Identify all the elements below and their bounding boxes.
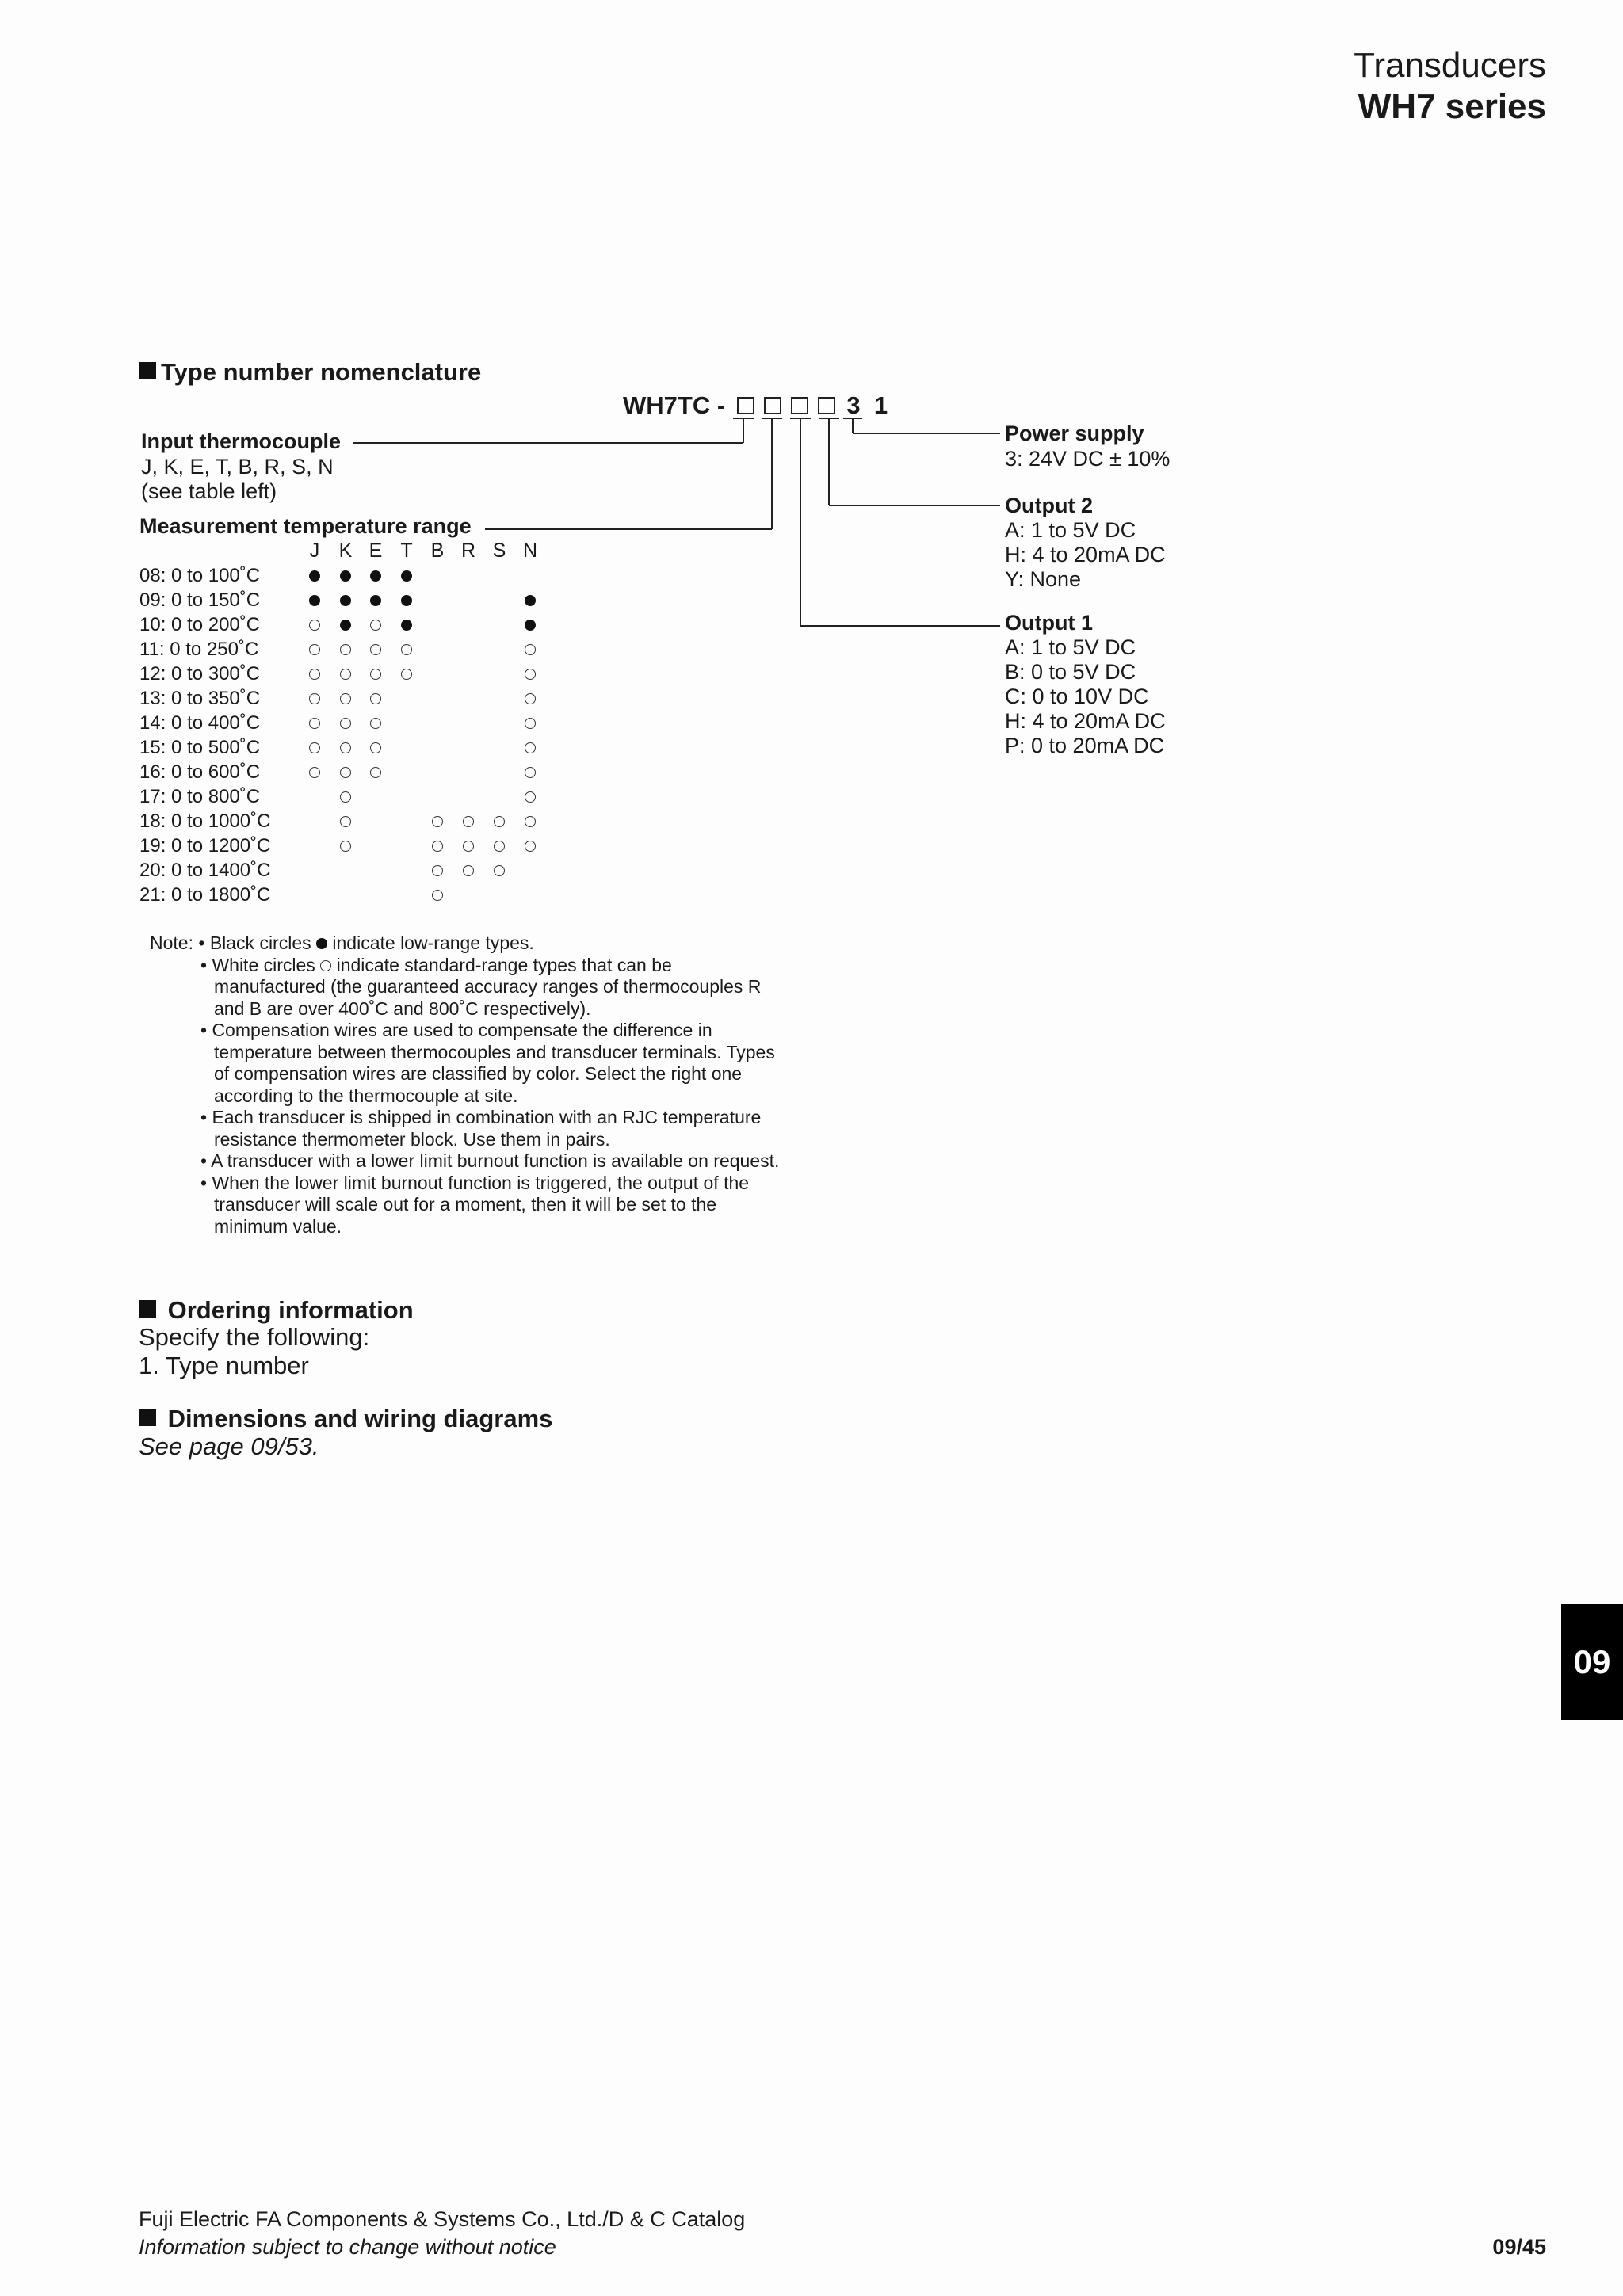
footer-page-number: 09/45 bbox=[1492, 2235, 1546, 2259]
white-circle-icon bbox=[525, 693, 536, 704]
ordering-line: 1. Type number bbox=[139, 1352, 309, 1379]
white-circle-icon bbox=[463, 816, 474, 827]
dimensions-title: Dimensions and wiring diagrams bbox=[167, 1405, 553, 1432]
white-circle-icon bbox=[370, 767, 381, 778]
black-circle-icon bbox=[370, 570, 381, 582]
range-column-header: E bbox=[369, 540, 383, 562]
range-cell bbox=[364, 563, 388, 588]
range-code: 21: 0 to 1800˚C bbox=[139, 884, 271, 906]
range-column-header: K bbox=[338, 540, 353, 562]
range-code: 12: 0 to 300˚C bbox=[139, 663, 261, 685]
black-circle-icon bbox=[401, 595, 412, 606]
white-circle-icon bbox=[309, 620, 320, 631]
range-cell bbox=[426, 858, 449, 883]
range-code: 20: 0 to 1400˚C bbox=[139, 860, 271, 881]
range-cell bbox=[426, 833, 449, 858]
range-cell bbox=[303, 662, 327, 686]
note-text: indicate low-range types. bbox=[332, 933, 534, 953]
output1-label: Output 1 bbox=[1005, 611, 1093, 635]
note-line: • A transducer with a lower limit burnout function is available on request. bbox=[200, 1150, 780, 1171]
range-row bbox=[0, 883, 634, 907]
type-code-prefix: WH7TC - bbox=[623, 391, 726, 419]
output1-option: P: 0 to 20mA DC bbox=[1005, 734, 1165, 757]
range-cell bbox=[303, 588, 327, 612]
range-cell bbox=[518, 637, 542, 662]
range-cell bbox=[395, 637, 418, 662]
range-cell bbox=[518, 662, 542, 686]
range-cell bbox=[303, 612, 327, 637]
header-series: WH7 series bbox=[1358, 87, 1546, 126]
range-column-header: T bbox=[400, 540, 413, 562]
range-cell bbox=[334, 563, 357, 588]
range-cell bbox=[303, 563, 327, 588]
range-cell bbox=[334, 588, 357, 612]
output1-option: B: 0 to 5V DC bbox=[1005, 660, 1136, 684]
white-circle-icon bbox=[309, 767, 320, 778]
range-cell bbox=[364, 686, 388, 711]
black-circle-icon bbox=[340, 620, 351, 631]
white-circle-icon bbox=[463, 841, 474, 852]
note-line: temperature between thermocouples and transducer terminals. Types bbox=[214, 1041, 775, 1062]
power-supply-option: 3: 24V DC ± 10% bbox=[1005, 447, 1170, 471]
range-row bbox=[0, 637, 634, 662]
white-circle-icon bbox=[309, 693, 320, 704]
range-cell bbox=[334, 612, 357, 637]
white-circle-icon bbox=[525, 816, 536, 827]
range-row bbox=[0, 563, 634, 588]
input-thermocouple-label: Input thermocouple bbox=[141, 429, 341, 453]
range-code: 15: 0 to 500˚C bbox=[139, 737, 261, 758]
type-code-fixed-3: 3 bbox=[846, 391, 861, 419]
range-cell bbox=[518, 588, 542, 612]
notes-block bbox=[150, 933, 779, 1238]
range-cell bbox=[487, 858, 511, 883]
white-circle-icon bbox=[525, 791, 536, 803]
range-code: 14: 0 to 400˚C bbox=[139, 712, 261, 734]
white-circle-icon bbox=[309, 644, 320, 655]
range-column-header: N bbox=[522, 540, 538, 562]
note-line: transducer will scale out for a moment, then it will be set to the bbox=[214, 1194, 717, 1215]
ordering-heading bbox=[139, 1296, 414, 1325]
range-column-header: R bbox=[460, 540, 476, 562]
white-circle-icon bbox=[525, 644, 536, 655]
note-line bbox=[150, 955, 779, 977]
range-code: 19: 0 to 1200˚C bbox=[139, 835, 271, 856]
range-cell bbox=[456, 858, 480, 883]
white-circle-icon bbox=[340, 669, 351, 680]
white-circle-icon bbox=[432, 865, 443, 876]
range-cell bbox=[334, 662, 357, 686]
note-line: and B are over 400˚C and 800˚C respectively). bbox=[214, 997, 591, 1019]
black-circle-icon bbox=[401, 570, 412, 582]
dimensions-heading bbox=[139, 1405, 552, 1433]
measurement-range-label: Measurement temperature range bbox=[139, 514, 472, 538]
white-circle-icon bbox=[320, 960, 331, 971]
note-line: of compensation wires are classified by color. Select the right one bbox=[214, 1063, 743, 1084]
range-code: 11: 0 to 250˚C bbox=[139, 639, 259, 660]
input-thermocouple-line: J, K, E, T, B, R, S, N bbox=[141, 455, 334, 479]
output1-option: A: 1 to 5V DC bbox=[1005, 635, 1136, 659]
black-circle-icon bbox=[309, 595, 320, 606]
range-row bbox=[0, 809, 634, 833]
range-cell bbox=[518, 760, 542, 784]
range-cell bbox=[518, 612, 542, 637]
white-circle-icon bbox=[494, 841, 505, 852]
range-code: 16: 0 to 600˚C bbox=[139, 761, 261, 783]
white-circle-icon bbox=[525, 767, 536, 778]
range-cell bbox=[364, 588, 388, 612]
range-cell bbox=[364, 612, 388, 637]
black-circle-icon bbox=[525, 595, 536, 606]
white-circle-icon bbox=[370, 644, 381, 655]
range-cell bbox=[303, 637, 327, 662]
range-cell bbox=[334, 686, 357, 711]
range-cell bbox=[395, 588, 418, 612]
range-code: 17: 0 to 800˚C bbox=[139, 786, 261, 807]
power-supply-label: Power supply bbox=[1005, 421, 1144, 445]
black-circle-icon bbox=[340, 595, 351, 606]
note-text: indicate standard-range types that can be bbox=[336, 954, 672, 975]
range-cell bbox=[395, 563, 418, 588]
note-text: • White circles bbox=[200, 954, 315, 975]
white-circle-icon bbox=[525, 742, 536, 753]
range-code: 18: 0 to 1000˚C bbox=[139, 810, 271, 832]
ordering-title: Ordering information bbox=[167, 1296, 414, 1324]
range-cell bbox=[303, 686, 327, 711]
output2-option: Y: None bbox=[1005, 567, 1082, 591]
note-line: • Compensation wires are used to compensate the difference in bbox=[200, 1020, 712, 1040]
range-cell bbox=[334, 760, 357, 784]
range-cell bbox=[334, 735, 357, 760]
range-cell bbox=[364, 711, 388, 735]
nomenclature-title: Type number nomenclature bbox=[161, 358, 482, 386]
range-row bbox=[0, 686, 634, 711]
range-cell bbox=[518, 784, 542, 809]
range-column-header: J bbox=[309, 540, 320, 562]
range-cell bbox=[426, 809, 449, 833]
range-cell bbox=[518, 833, 542, 858]
range-cell bbox=[395, 662, 418, 686]
white-circle-icon bbox=[309, 669, 320, 680]
range-column-header: B bbox=[430, 540, 445, 562]
black-circle-icon bbox=[401, 620, 412, 631]
white-circle-icon bbox=[494, 816, 505, 827]
range-row bbox=[0, 612, 634, 637]
range-cell bbox=[364, 735, 388, 760]
white-circle-icon bbox=[370, 742, 381, 753]
range-cell bbox=[456, 809, 480, 833]
range-code: 09: 0 to 150˚C bbox=[139, 589, 261, 611]
black-circle-icon bbox=[316, 938, 327, 949]
note-line: manufactured (the guaranteed accuracy ranges of thermocouples R bbox=[214, 976, 762, 997]
range-cell bbox=[303, 735, 327, 760]
range-cell bbox=[518, 686, 542, 711]
note-line: • When the lower limit burnout function is triggered, the output of the bbox=[200, 1172, 750, 1193]
range-cell bbox=[334, 833, 357, 858]
range-cell bbox=[456, 833, 480, 858]
output1-option: C: 0 to 10V DC bbox=[1005, 685, 1149, 708]
white-circle-icon bbox=[525, 718, 536, 729]
white-circle-icon bbox=[463, 865, 474, 876]
range-row bbox=[0, 588, 634, 612]
white-circle-icon bbox=[340, 693, 351, 704]
ordering-line: Specify the following: bbox=[139, 1323, 370, 1351]
note-line: minimum value. bbox=[214, 1215, 342, 1237]
white-circle-icon bbox=[432, 816, 443, 827]
white-circle-icon bbox=[370, 693, 381, 704]
square-bullet-icon bbox=[139, 1300, 156, 1318]
white-circle-icon bbox=[309, 742, 320, 753]
type-code-fixed-1: 1 bbox=[873, 391, 888, 419]
range-cell bbox=[334, 809, 357, 833]
range-cell bbox=[487, 809, 511, 833]
square-bullet-icon bbox=[139, 1409, 156, 1426]
white-circle-icon bbox=[370, 620, 381, 631]
white-circle-icon bbox=[340, 791, 351, 803]
range-row bbox=[0, 833, 634, 858]
range-cell bbox=[364, 760, 388, 784]
white-circle-icon bbox=[370, 718, 381, 729]
black-circle-icon bbox=[340, 570, 351, 582]
white-circle-icon bbox=[401, 644, 412, 655]
range-row bbox=[0, 735, 634, 760]
chapter-tab: 09 bbox=[1561, 1604, 1623, 1720]
white-circle-icon bbox=[340, 718, 351, 729]
note-line bbox=[150, 933, 779, 955]
white-circle-icon bbox=[340, 742, 351, 753]
note-line: according to the thermocouple at site. bbox=[214, 1085, 518, 1106]
note-line: resistance thermometer block. Use them in pairs. bbox=[214, 1128, 610, 1150]
output1-option: H: 4 to 20mA DC bbox=[1005, 709, 1166, 733]
white-circle-icon bbox=[494, 865, 505, 876]
range-code: 10: 0 to 200˚C bbox=[139, 614, 261, 635]
range-cell bbox=[518, 711, 542, 735]
range-code: 13: 0 to 350˚C bbox=[139, 688, 261, 709]
range-row bbox=[0, 760, 634, 784]
output2-option: H: 4 to 20mA DC bbox=[1005, 543, 1166, 566]
input-thermocouple-line: (see table left) bbox=[141, 479, 277, 503]
range-cell bbox=[518, 735, 542, 760]
range-cell bbox=[334, 637, 357, 662]
range-row bbox=[0, 858, 634, 883]
white-circle-icon bbox=[340, 816, 351, 827]
footer-company: Fuji Electric FA Components & Systems Co., Ltd./D & C Catalog bbox=[139, 2207, 746, 2231]
note-prefix: Note: bbox=[150, 933, 193, 953]
range-column-header: S bbox=[492, 540, 506, 562]
white-circle-icon bbox=[340, 767, 351, 778]
range-cell bbox=[395, 612, 418, 637]
range-cell bbox=[426, 883, 449, 907]
header-category: Transducers bbox=[1354, 46, 1546, 85]
dimensions-reference: See page 09/53. bbox=[139, 1432, 319, 1460]
white-circle-icon bbox=[525, 669, 536, 680]
note-line: • Each transducer is shipped in combination with an RJC temperature bbox=[200, 1107, 762, 1127]
note-lines bbox=[150, 976, 779, 1238]
range-cell bbox=[303, 711, 327, 735]
white-circle-icon bbox=[340, 841, 351, 852]
white-circle-icon bbox=[525, 841, 536, 852]
output2-option: A: 1 to 5V DC bbox=[1005, 518, 1136, 542]
range-cell bbox=[303, 760, 327, 784]
footer-disclaimer: Information subject to change without notice bbox=[139, 2235, 556, 2259]
white-circle-icon bbox=[432, 841, 443, 852]
output2-label: Output 2 bbox=[1005, 494, 1093, 517]
range-code: 08: 0 to 100˚C bbox=[139, 565, 261, 586]
range-cell bbox=[334, 784, 357, 809]
white-circle-icon bbox=[370, 669, 381, 680]
range-row bbox=[0, 711, 634, 735]
black-circle-icon bbox=[309, 570, 320, 582]
range-table-header bbox=[0, 540, 634, 563]
range-cell bbox=[487, 833, 511, 858]
black-circle-icon bbox=[525, 620, 536, 631]
range-cell bbox=[364, 637, 388, 662]
white-circle-icon bbox=[432, 890, 443, 901]
range-cell bbox=[518, 809, 542, 833]
range-cell bbox=[364, 662, 388, 686]
range-row bbox=[0, 784, 634, 809]
range-row bbox=[0, 662, 634, 686]
black-circle-icon bbox=[370, 595, 381, 606]
white-circle-icon bbox=[401, 669, 412, 680]
white-circle-icon bbox=[309, 718, 320, 729]
range-cell bbox=[334, 711, 357, 735]
note-text: • Black circles bbox=[198, 933, 311, 953]
white-circle-icon bbox=[340, 644, 351, 655]
